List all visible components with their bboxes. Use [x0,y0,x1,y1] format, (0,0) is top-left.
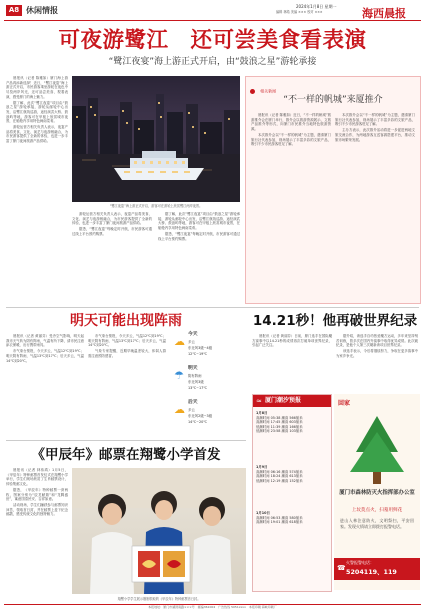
weather-body-col2: 市气象台预报，今天多云，气温12℃到19℃；明天阴有阵雨，气温13℃到17℃；后天多云，气温14℃到20℃。 气象专家提醒，近期早晚温差较大，体弱人群需注意预防感冒。 [88,334,166,358]
footer-text: 本报地址：厦门市湖滨南路×××号 邮编361004 广告热线 5051xxxx 本报印刷 海峡印刷厂 [148,605,277,609]
lead-body-col3: 据了解，此次“鹭江夜宴”项目由“鼓浪之星”游轮承接，游轮从邮轮中心出发，沿鹭江航线巡游，途经演武大桥、鼓浪屿等地，游客可在甲板上欣赏城市夜景，在船舱内享用特色闽南菜肴。 据悉，“鹭江夜宴”每晚定时开航，市民游客可通过线上平台预约购票。 [158,212,240,241]
related-news-title: “不一样的帆城”来厦推介 [283,95,383,105]
related-body-col1: 晨报讯（记者 陈雅如）近日，“不一样的帆城”旅游推介会在厦门举行，推介会以旅游资源展示、文旅产品推介等形式，向厦门市民推介当地特色旅游资源。 本次推介会以“不一样的帆城”为主题，邀请厦门旅行社代表参加，现场展示了丰富多彩的文旅产品，吸引不少市民游客驻足了解。 [251,113,331,147]
weather-headline: 明天可能出现阵雨 [70,313,182,329]
fire-prevention-ad [334,394,420,590]
header-rule [4,20,421,21]
page-number: A8 [6,5,22,16]
stamp-photo-caption: 翔鹭小学学生展示刚刚领取的《甲辰年》特种邮票首日封。 [117,597,201,601]
page-header [0,0,425,20]
section-name: 休闲情报 [26,6,58,15]
section-divider [6,307,419,308]
forecast-tomorrow: ☂ 明天 阴有阵雨 东北风3级 13℃~17℃ [174,366,208,390]
ad-phone-bar: ☎ 火警报警电话： 5204119、119 [334,558,420,580]
ad-slogan: 上坟莫点火，扫墓用鲜花 [351,508,403,513]
lead-photo [72,76,240,202]
tide-title-bar: ≈ 厦门潮汐预报 [253,395,331,407]
tide-day: 1月10日 高潮时间 06:53 潮高 580厘米 高潮时间 19:01 潮高 618厘米 [256,511,303,525]
stamp-body: 晨报讯（记者 林伟鸿）1月5日，《甲辰年》特种邮票首发仪式在翔鹭小学举行，学生们现场欣赏了生肖邮票设计，体验集邮文化。 据悉，《甲辰年》特种邮票一套两枚，图案分别为“辰龙献瑞”和“龙腾盛世”，寓意国泰民安、吉祥如意。 活动现场，学生们踊跃参与邮票知识问答，领取首日封，并在邮票上盖下纪念邮戳，感受传统文化的独特魅力。 [6,468,68,517]
rain-icon: ☂ [174,369,184,382]
related-body-col2: 本次推介会以“不一样的帆城”为主题，邀请厦门旅行社代表参加，现场展示了丰富多彩的文旅产品，吸引不少市民游客驻足了解。 主办方表示，此次推介活动将进一步促进两地文旅交流合作，为两地游客互送客源搭建平台，推动文旅市场繁荣发展。 [335,113,415,142]
tide-day: 1月9日 高潮时间 06:16 潮高 574厘米 高潮时间 18:24 潮高 613厘米 低潮时间 12:19 潮高 152厘米 [256,465,303,483]
forecast-today: ☁ 今天 多云 东北风3级~4级 12℃~19℃ [174,332,213,356]
lead-photo-caption: “鹭江夜宴”海上游正式开启，游客可在游轮上欣赏鹭江两岸夜景。 [109,204,203,208]
editor-meta: 编辑 林皓 美编 ××× 校对 ××× [276,10,323,14]
forest-tree-icon [342,412,412,486]
issue-date: 2024年1月8日 星期一 [296,4,337,9]
phone-icon: ☎ [337,564,346,572]
ad-body: 进山入林注意防火，文明祭扫，平安回家。发现火情请立即拨打报警电话。 [340,518,414,529]
tide-table [252,394,332,592]
stamp-photo [72,468,246,594]
record-body-col1: 晨报讯（记者 黄丽芬）日前，厦门选手在国际魔方赛事中以14.21秒的成绩再次打破单项世界纪录，引起广泛关注。 [252,334,332,348]
tide-day: 1月8日 高潮时间 05:38 潮高 566厘米 高潮时间 17:45 潮高 603厘米 低潮时间 11:39 潮高 166厘米 低潮时间 23:58 潮高 103厘米 [256,411,303,434]
cloudy-icon: ☁ [174,403,185,416]
related-news-box [245,76,421,304]
lead-headline: 可夜游鹭江 还可尝美食看表演 [58,28,367,53]
forecast-day-after: ☁ 后天 多云 东北风2级~3级 14℃~20℃ [174,400,213,424]
weather-body-col1: 晨报讯（记者 黄丽芬）受冷空气影响，明天起我市天气转为阴有阵雨，气温有所下降，请市民注意添衣保暖，出行携带雨具。 市气象台预报，今天多云，气温12℃到19℃；明天阴有阵雨，气温13℃到17℃；后天多云，气温14℃到20℃。 [6,334,84,363]
record-headline: 14.21秒！他再破世界纪录 [252,313,418,329]
lead-body-col1: 晨报讯（记者 陈雅如）厦门海上游产品再添新选择！近日，“鹭江夜宴”海上游正式开启，市民游客乘坐游轮在夜色中尽览两岸风光，还可品尝美食、观看表演，感受厦门的海上魅力。 据了解，此次“鹭江夜宴”项目由“鼓浪之星”游轮承接，游轮从邮轮中心出发，沿鹭江航线巡游，途经演武大桥、鼓浪屿等地，游客可在甲板上欣赏城市夜景，在船舱内享用特色闽南菜肴。 游轮运营方相关负责人表示，夜宴产品将美食、文化、演艺与夜游相融合，为市民游客提供了全新的体验，也进一步丰富了厦门夜间旅游产品供给。 [6,76,68,144]
lead-body-col2: 游轮运营方相关负责人表示，夜宴产品将美食、文化、演艺与夜游相融合，为市民游客提供了全新的体验，也进一步丰富了厦门夜间旅游产品供给。 据悉，“鹭江夜宴”每晚定时开航，市民游客可通过线上平台预约购票。 [72,212,152,236]
lead-subhead: “鹭江夜宴”海上游正式开启，由“鼓浪之星”游轮承接 [108,57,317,67]
ad-org: 厦门市森林防灭火指挥部办公室 [339,490,415,496]
ad-tag: 回家 [338,400,351,407]
related-news-tag: 相关新闻 [250,81,276,88]
students-with-stamps-photo [72,468,246,594]
night-skyline-photo [72,76,240,202]
paper-logo: 海西晨报 [362,7,406,20]
section-divider [6,440,246,441]
wave-icon: ≈ [256,397,262,405]
weather-forecast [172,332,244,436]
record-body-col2: 据介绍，该选手自幼热爱魔方运动，多年来坚持刻苦训练，曾多次在国内外赛事中取得优异成绩。此次破纪录，是他个人第三次刷新该项目世界纪录。 该选手表示，今后将继续努力，争取在更多赛事中为家乡争光。 [336,334,418,358]
stamp-headline: 《甲辰年》邮票在翔鹭小学首发 [31,447,221,463]
cloudy-icon: ☁ [174,335,185,348]
